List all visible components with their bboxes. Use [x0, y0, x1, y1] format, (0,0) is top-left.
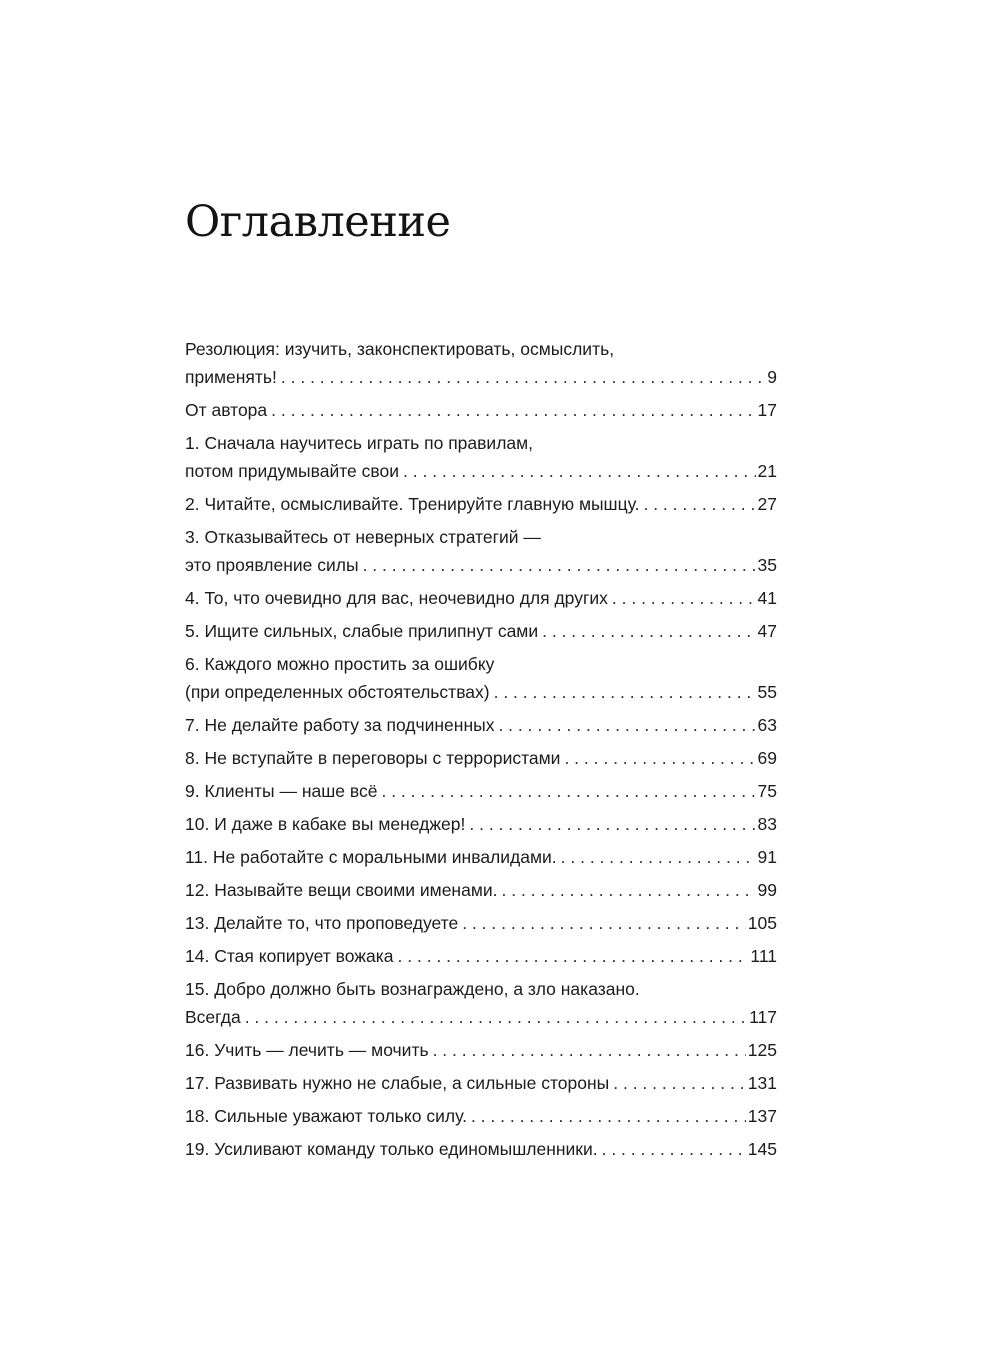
toc-entry-title: 2. Читайте, осмысливайте. Тренируйте главную мышцу.: [185, 494, 640, 514]
toc-entry-title-line: 3. Отказывайтесь от неверных стратегий —: [185, 527, 541, 547]
toc-entry-title: 14. Стая копирует вожака: [185, 946, 394, 966]
dot-leader: [281, 363, 765, 391]
toc-entry-title: 12. Называйте вещи своими именами.: [185, 880, 498, 900]
toc-page-number: 131: [747, 1073, 777, 1093]
toc-entry-title: 10. И даже в кабаке вы менеджер!: [185, 814, 466, 834]
toc-entry: [185, 843, 777, 871]
dot-leader: [561, 843, 756, 871]
toc-entry-title: это проявление силы: [185, 555, 359, 575]
toc-page-number: 83: [757, 814, 777, 834]
toc-entry-title: 13. Делайте то, что проповедуете: [185, 913, 459, 933]
toc-entry-title: Всегда: [185, 1007, 241, 1027]
toc-entry-title: 17. Развивать нужно не слабые, а сильные стороны: [185, 1073, 610, 1093]
dot-leader: [469, 810, 755, 838]
toc-page-number: 47: [757, 621, 777, 641]
toc-entry-line: [185, 843, 777, 871]
page-title: Оглавление: [185, 197, 451, 247]
dot-leader: [613, 1069, 746, 1097]
toc-entry-line: [185, 909, 777, 937]
toc-page-number: 117: [749, 1007, 777, 1027]
toc-entry: [185, 1036, 777, 1064]
toc-page-number: 27: [757, 494, 777, 514]
toc-entry-line: [185, 1135, 777, 1163]
table-of-contents: [185, 335, 777, 1168]
toc-entry-title: 9. Клиенты — наше всё: [185, 781, 378, 801]
toc-page-number: 91: [757, 847, 777, 867]
toc-page-number: 9: [767, 367, 777, 387]
dot-leader: [471, 1102, 746, 1130]
toc-page-number: 41: [757, 588, 777, 608]
toc-entry-title: применять!: [185, 367, 277, 387]
toc-entry-line: [185, 744, 777, 772]
toc-entry-line: [185, 1102, 777, 1130]
toc-entry-line: [185, 678, 777, 706]
toc-entry: [185, 810, 777, 838]
toc-entry-line: [185, 1036, 777, 1064]
toc-entry: [185, 711, 777, 739]
toc-entry-line: [185, 777, 777, 805]
toc-entry-title: (при определенных обстоятельствах): [185, 682, 490, 702]
dot-leader: [494, 678, 756, 706]
dot-leader: [398, 942, 749, 970]
dot-leader: [403, 457, 756, 485]
toc-entry: [185, 429, 777, 485]
toc-entry-line: [185, 810, 777, 838]
toc-entry-line: [185, 711, 777, 739]
toc-page-number: 99: [757, 880, 777, 900]
toc-entry-line: [185, 363, 777, 391]
toc-page-number: 63: [757, 715, 777, 735]
toc-entry-title-line: 6. Каждого можно простить за ошибку: [185, 654, 495, 674]
toc-page-number: 105: [747, 913, 777, 933]
toc-entry: [185, 490, 777, 518]
toc-entry-title: 5. Ищите сильных, слабые прилипнут сами: [185, 621, 539, 641]
dot-leader: [433, 1036, 746, 1064]
toc-entry: [185, 1135, 777, 1163]
dot-leader: [498, 711, 755, 739]
toc-entry-line: [185, 457, 777, 485]
toc-page-number: 35: [757, 555, 777, 575]
dot-leader: [381, 777, 755, 805]
toc-entry: [185, 396, 777, 424]
toc-entry-title: 8. Не вступайте в переговоры с террористами: [185, 748, 561, 768]
toc-entry-title: потом придумывайте свои: [185, 461, 400, 481]
toc-entry-title-line: 1. Сначала научитесь играть по правилам,: [185, 433, 534, 453]
toc-page-number: 69: [757, 748, 777, 768]
toc-entry: [185, 650, 777, 706]
toc-entry-line: [185, 1069, 777, 1097]
toc-entry-line: [185, 1003, 777, 1031]
toc-entry: [185, 777, 777, 805]
toc-entry-line: [185, 551, 777, 579]
toc-entry-title: 4. То, что очевидно для вас, неочевидно для других: [185, 588, 608, 608]
dot-leader: [612, 584, 756, 612]
toc-entry: [185, 876, 777, 904]
toc-entry: [185, 975, 777, 1031]
toc-entry-title-line: 15. Добро должно быть вознаграждено, а зло наказано.: [185, 979, 640, 999]
toc-entry-line: [185, 942, 777, 970]
toc-entry-title: 16. Учить — лечить — мочить: [185, 1040, 429, 1060]
toc-entry-title: 18. Сильные уважают только силу.: [185, 1106, 467, 1126]
toc-entry: [185, 909, 777, 937]
toc-entry: [185, 744, 777, 772]
toc-entry-line: [185, 876, 777, 904]
toc-page-number: 75: [757, 781, 777, 801]
toc-entry: [185, 335, 777, 391]
dot-leader: [245, 1003, 747, 1031]
toc-page-number: 55: [757, 682, 777, 702]
toc-entry-title: 11. Не работайте с моральными инвалидами.: [185, 847, 557, 867]
toc-entry-line: [185, 396, 777, 424]
dot-leader: [564, 744, 755, 772]
toc-entry-title-line: Резолюция: изучить, законспектировать, осмыслить,: [185, 339, 615, 359]
toc-entry-title: От автора: [185, 400, 268, 420]
dot-leader: [643, 490, 755, 518]
dot-leader: [462, 909, 746, 937]
toc-page-number: 137: [747, 1106, 777, 1126]
toc-entry-line: [185, 617, 777, 645]
toc-entry: [185, 523, 777, 579]
toc-entry: [185, 1069, 777, 1097]
toc-entry-title: 19. Усиливают команду только единомышленники.: [185, 1139, 598, 1159]
toc-entry: [185, 1102, 777, 1130]
dot-leader: [542, 617, 755, 645]
toc-entry: [185, 584, 777, 612]
dot-leader: [363, 551, 756, 579]
dot-leader: [602, 1135, 746, 1163]
toc-page-number: 145: [747, 1139, 777, 1159]
toc-page-number: 125: [747, 1040, 777, 1060]
toc-entry-line: [185, 490, 777, 518]
dot-leader: [502, 876, 756, 904]
toc-entry: [185, 942, 777, 970]
toc-page-number: 111: [750, 946, 777, 966]
toc-page-number: 21: [757, 461, 777, 481]
toc-entry-line: [185, 584, 777, 612]
toc-entry-title: 7. Не делайте работу за подчиненных: [185, 715, 495, 735]
toc-entry: [185, 617, 777, 645]
dot-leader: [271, 396, 755, 424]
toc-page-number: 17: [757, 400, 777, 420]
